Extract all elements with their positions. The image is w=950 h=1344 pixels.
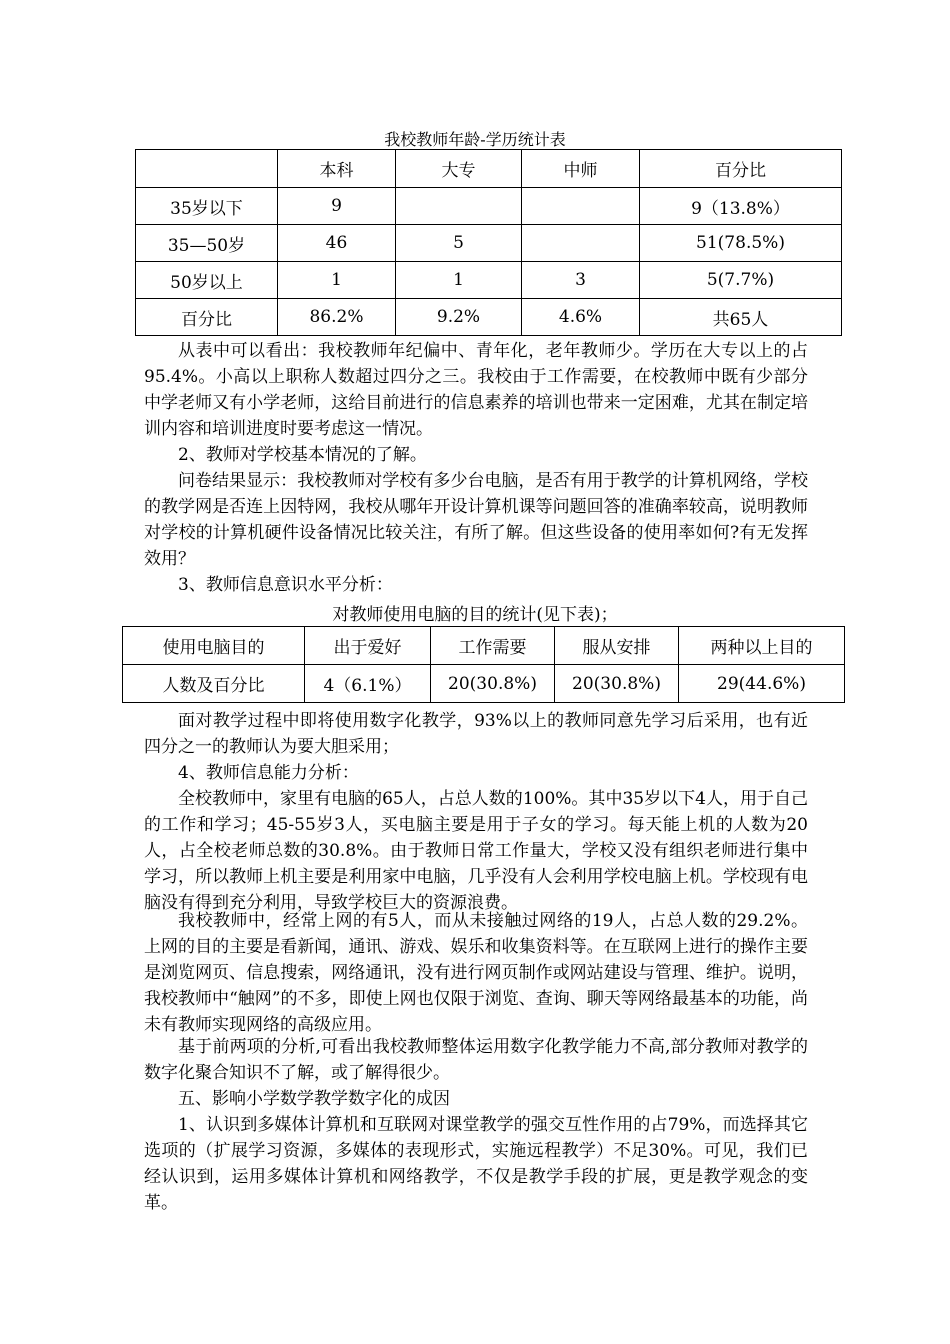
table-cell: 9（13.8%） <box>640 188 842 225</box>
table2-header-cell: 两种以上目的 <box>679 627 845 665</box>
table-cell: 人数及百分比 <box>123 665 305 703</box>
age-education-table <box>135 149 842 336</box>
table1-header-cell: 大专 <box>396 150 522 188</box>
paragraph: 问卷结果显示：我校教师对学校有多少台电脑，是否有用于教学的计算机网络，学校的教学网是否连上因特网，我校从哪年开设计算机课等问题回答的准确率较高，说明教师对学校的计算机硬件设备情况比较关注，有所了解。但这些设备的使用率如何?有无发挥效用？ <box>144 471 808 569</box>
table-row <box>136 299 842 336</box>
table-cell: 35—50岁 <box>136 225 278 262</box>
section-heading: 2、教师对学校基本情况的了解。 <box>178 445 427 465</box>
table-cell <box>522 225 640 262</box>
table-cell: 百分比 <box>136 299 278 336</box>
table1-header-cell: 中师 <box>522 150 640 188</box>
table2-header-cell: 工作需要 <box>431 627 555 665</box>
table-cell: 20(30.8%) <box>555 665 679 703</box>
table-row <box>123 665 845 703</box>
paragraph: 基于前两项的分析,可看出我校教师整体运用数字化教学能力不高,部分教师对教学的数字化聚合知识不了解，或了解得很少。 <box>144 1037 808 1083</box>
computer-use-purpose-table <box>122 626 845 703</box>
table-cell: 9 <box>278 188 396 225</box>
table2-header-row <box>123 627 845 665</box>
table1-header-row <box>136 150 842 188</box>
table-cell: 50岁以上 <box>136 262 278 299</box>
table-row <box>136 262 842 299</box>
table-cell <box>396 188 522 225</box>
table-cell: 3 <box>522 262 640 299</box>
table1-header-cell: 百分比 <box>640 150 842 188</box>
table-cell: 29(44.6%) <box>679 665 845 703</box>
table-cell: 4（6.1%） <box>305 665 431 703</box>
table-cell: 5 <box>396 225 522 262</box>
table-cell: 35岁以下 <box>136 188 278 225</box>
section-heading: 五、影响小学数学教学数字化的成因 <box>178 1089 450 1109</box>
table1-header-cell: 本科 <box>278 150 396 188</box>
table2-header-cell: 出于爱好 <box>305 627 431 665</box>
table-cell: 共65人 <box>640 299 842 336</box>
table1-title: 我校教师年龄-学历统计表 <box>384 130 566 149</box>
table-cell: 46 <box>278 225 396 262</box>
table-cell: 1 <box>396 262 522 299</box>
paragraph: 1、认识到多媒体计算机和互联网对课堂教学的强交互性作用的占79%，而选择其它选项的（扩展学习资源，多媒体的表现形式，实施远程教学）不足30%。可见，我们已经认识到，运用多媒体计算机和网络教学，不仅是教学手段的扩展，更是教学观念的变革。 <box>144 1115 808 1213</box>
table2-header-cell: 使用电脑目的 <box>123 627 305 665</box>
table-cell: 86.2% <box>278 299 396 336</box>
section-heading: 4、教师信息能力分析： <box>178 763 359 783</box>
table-row <box>136 188 842 225</box>
section-heading: 3、教师信息意识水平分析： <box>178 575 393 595</box>
table-cell: 9.2% <box>396 299 522 336</box>
table2-header-cell: 服从安排 <box>555 627 679 665</box>
table-row <box>136 225 842 262</box>
table-cell: 1 <box>278 262 396 299</box>
table-cell: 20(30.8%) <box>431 665 555 703</box>
table-cell: 5(7.7%) <box>640 262 842 299</box>
paragraph: 我校教师中，经常上网的有5人，而从未接触过网络的19人，占总人数的29.2%。上网的目的主要是看新闻，通讯、游戏、娱乐和收集资料等。在互联网上进行的操作主要是浏览网页、信息搜索，网络通讯，没有进行网页制作或网站建设与管理、维护。说明，我校教师中“触网”的不多，即使上网也仅限于浏览、查询、聊天等网络最基本的功能，尚未有教师实现网络的高级应用。 <box>144 911 808 1035</box>
table2-title: 对教师使用电脑的目的统计(见下表)； <box>332 605 618 625</box>
paragraph: 全校教师中，家里有电脑的65人，占总人数的100%。其中35岁以下4人，用于自己的工作和学习；45-55岁3人，买电脑主要是用于子女的学习。每天能上机的人数为20人，占全校老师总数的30.8%。由于教师日常工作量大，学校又没有组织老师进行集中学习，所以教师上机主要是利用家中电脑，几乎没有人会利用学校电脑上机。学校现有电脑没有得到充分利用，导致学校巨大的资源浪费。 <box>144 789 808 913</box>
paragraph: 从表中可以看出：我校教师年纪偏中、青年化，老年教师少。学历在大专以上的占95.4%。小高以上职称人数超过四分之三。我校由于工作需要，在校教师中既有少部分中学老师又有小学老师，这给目前进行的信息素养的培训也带来一定困难，尤其在制定培训内容和培训进度时要考虑这一情况。 <box>144 341 808 439</box>
paragraph: 面对教学过程中即将使用数字化教学，93%以上的教师同意先学习后采用，也有近四分之一的教师认为要大胆采用； <box>144 711 808 757</box>
table1-header-cell <box>136 150 278 188</box>
table-cell: 51(78.5%) <box>640 225 842 262</box>
table-cell <box>522 188 640 225</box>
table-cell: 4.6% <box>522 299 640 336</box>
